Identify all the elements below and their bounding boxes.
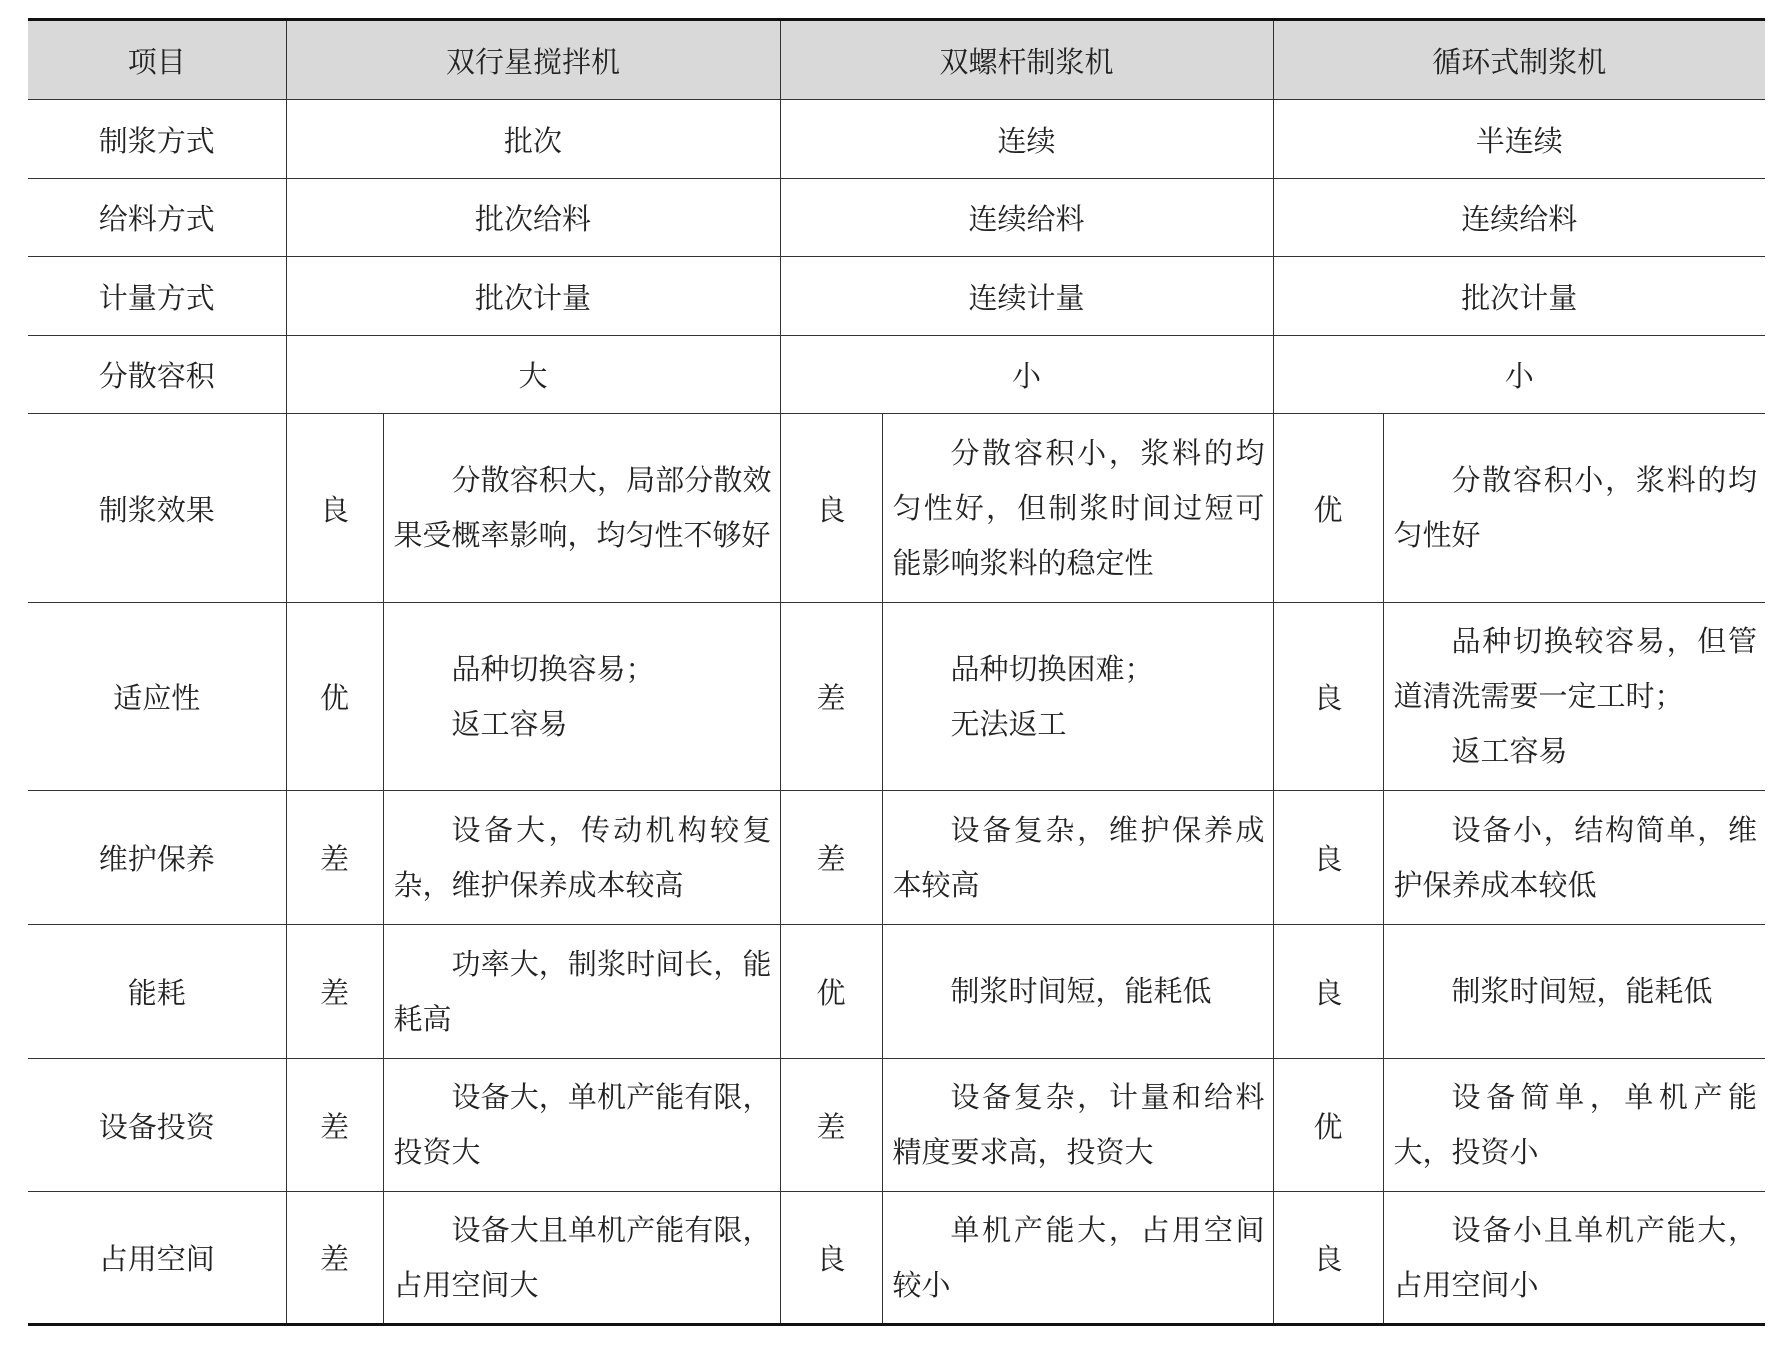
description-line: 单机产能大，占用空间较小 <box>892 1212 1265 1302</box>
description <box>383 1059 780 1192</box>
description-line: 分散容积大，局部分散效果受概率影响，均匀性不够好 <box>393 463 772 552</box>
rating: 优 <box>1273 1059 1383 1192</box>
header-col-1: 双行星搅拌机 <box>286 20 780 100</box>
rating: 差 <box>780 1059 882 1192</box>
rating: 差 <box>286 1059 383 1192</box>
description <box>1383 1059 1765 1192</box>
description-line: 设备简单，单机产能大，投资小 <box>1393 1080 1758 1169</box>
rating: 差 <box>286 791 383 925</box>
description <box>1383 603 1765 791</box>
description-line: 设备复杂，计量和给料精度要求高，投资大 <box>892 1080 1265 1169</box>
row-label: 给料方式 <box>28 179 286 257</box>
description <box>1383 414 1765 603</box>
description-line: 功率大，制浆时间长，能耗高 <box>393 946 772 1036</box>
table-row <box>28 179 1765 257</box>
table-row <box>28 257 1765 336</box>
description <box>882 414 1273 603</box>
rating: 良 <box>1273 791 1383 925</box>
table-row <box>28 925 1765 1059</box>
description-line: 品种切换困难； <box>950 651 1154 686</box>
rating: 良 <box>780 1192 882 1325</box>
description <box>882 925 1273 1059</box>
row-label: 计量方式 <box>28 257 286 336</box>
table-row <box>28 791 1765 925</box>
description-line: 分散容积小，浆料的均匀性好，但制浆时间过短可能影响浆料的稳定性 <box>892 435 1265 580</box>
description-line: 返工容易 <box>1451 734 1568 768</box>
rating: 优 <box>286 603 383 791</box>
description-line: 制浆时间短，能耗低 <box>950 974 1212 1008</box>
table-row <box>28 1059 1765 1192</box>
description-line: 分散容积小，浆料的均匀性好 <box>1393 463 1758 552</box>
cell-value: 批次给料 <box>286 179 780 257</box>
cell-value: 连续给料 <box>780 179 1273 257</box>
rating: 差 <box>286 1192 383 1325</box>
description-line: 品种切换较容易，但管道清洗需要一定工时； <box>1393 624 1758 713</box>
description <box>1383 1192 1765 1325</box>
table-row <box>28 414 1765 603</box>
header-col-2: 双螺杆制浆机 <box>780 20 1273 100</box>
row-label: 制浆方式 <box>28 100 286 179</box>
description-line: 设备大，单机产能有限，投资大 <box>393 1080 772 1169</box>
description-line: 设备小且单机产能大，占用空间小 <box>1393 1212 1758 1302</box>
rating: 差 <box>780 791 882 925</box>
cell-value: 批次计量 <box>1273 257 1765 336</box>
description <box>383 791 780 925</box>
table-row <box>28 1192 1765 1325</box>
table-row <box>28 100 1765 179</box>
cell-value: 小 <box>1273 336 1765 414</box>
header-row <box>28 20 1765 100</box>
rating: 良 <box>286 414 383 603</box>
description <box>882 791 1273 925</box>
description-line: 制浆时间短，能耗低 <box>1451 974 1713 1008</box>
description-line: 设备小，结构简单，维护保养成本较低 <box>1393 812 1758 902</box>
row-label: 设备投资 <box>28 1059 286 1192</box>
description <box>1383 925 1765 1059</box>
comparison-table <box>28 18 1765 1326</box>
cell-value: 连续给料 <box>1273 179 1765 257</box>
row-label: 能耗 <box>28 925 286 1059</box>
description <box>882 1059 1273 1192</box>
cell-value: 连续计量 <box>780 257 1273 336</box>
description-line: 返工容易 <box>451 706 568 741</box>
description <box>383 925 780 1059</box>
cell-value: 批次 <box>286 100 780 179</box>
description-line: 设备大且单机产能有限，占用空间大 <box>393 1212 772 1302</box>
header-item: 项目 <box>28 20 286 100</box>
description <box>882 1192 1273 1325</box>
table-row <box>28 336 1765 414</box>
header-col-3: 循环式制浆机 <box>1273 20 1765 100</box>
description-line: 无法返工 <box>950 706 1067 741</box>
cell-value: 半连续 <box>1273 100 1765 179</box>
rating: 良 <box>780 414 882 603</box>
description-line: 设备大，传动机构较复杂，维护保养成本较高 <box>393 812 772 902</box>
row-label: 适应性 <box>28 603 286 791</box>
rating: 良 <box>1273 1192 1383 1325</box>
row-label: 制浆效果 <box>28 414 286 603</box>
row-label: 维护保养 <box>28 791 286 925</box>
row-label: 分散容积 <box>28 336 286 414</box>
rating: 良 <box>1273 925 1383 1059</box>
rating: 优 <box>1273 414 1383 603</box>
cell-value: 批次计量 <box>286 257 780 336</box>
description <box>383 1192 780 1325</box>
description <box>1383 791 1765 925</box>
cell-value: 大 <box>286 336 780 414</box>
description <box>383 414 780 603</box>
row-label: 占用空间 <box>28 1192 286 1325</box>
description <box>882 603 1273 791</box>
cell-value: 连续 <box>780 100 1273 179</box>
rating: 差 <box>780 603 882 791</box>
cell-value: 小 <box>780 336 1273 414</box>
description-line: 设备复杂，维护保养成本较高 <box>892 812 1265 902</box>
table-row <box>28 603 1765 791</box>
rating: 优 <box>780 925 882 1059</box>
description-line: 品种切换容易； <box>451 651 655 686</box>
description <box>383 603 780 791</box>
rating: 差 <box>286 925 383 1059</box>
rating: 良 <box>1273 603 1383 791</box>
